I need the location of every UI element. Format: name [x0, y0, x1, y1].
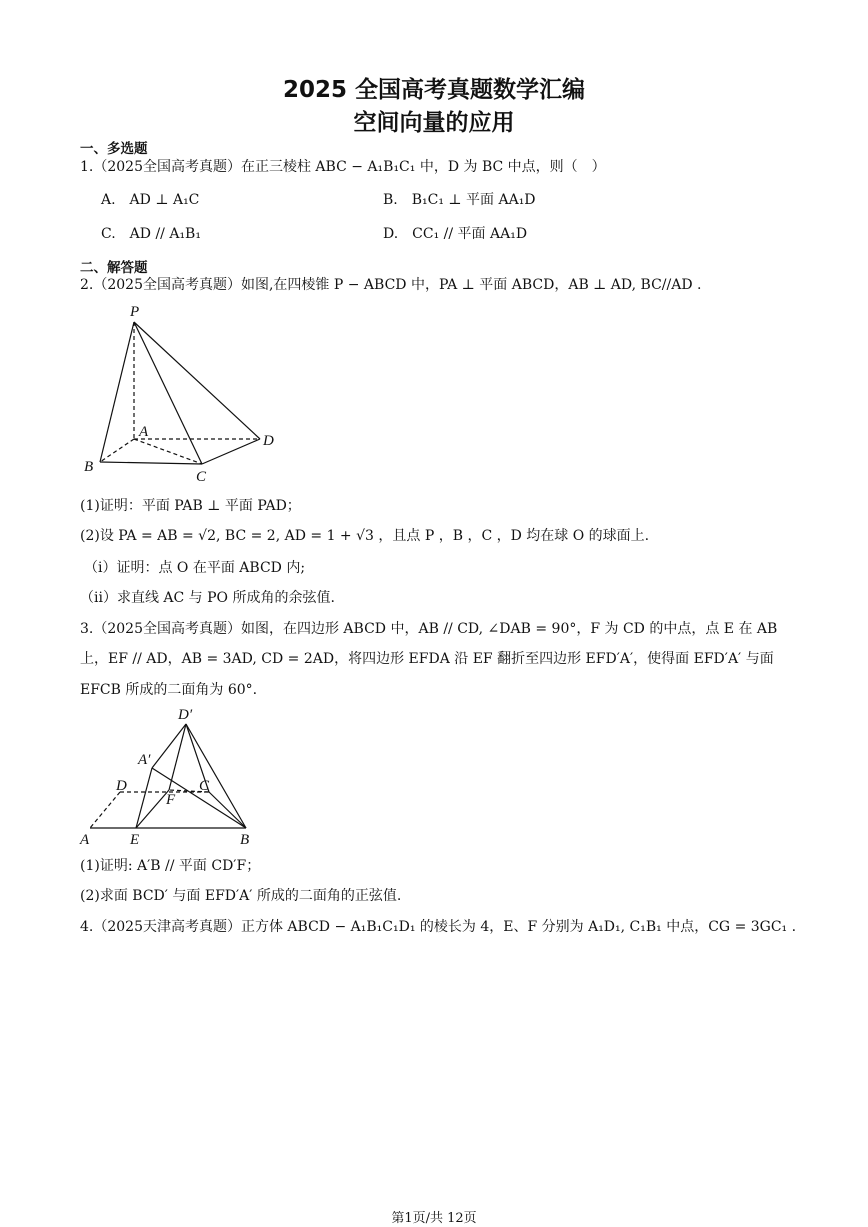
question-3-line-2: 上，EF // AD，AB = 3AD, CD = 2AD，将四边形 EFDA 沿 EF 翻折至四边形 EFD′A′，使得面 EFD′A′ 与面 [80, 651, 774, 667]
question-1-stem: 1.（2025全国高考真题）在正三棱柱 ABC − A₁B₁C₁ 中，D 为 BC 中点，则（ ） [80, 159, 606, 175]
label-d: D [116, 778, 127, 794]
section-heading-multiple-choice: 一、多选题 [80, 141, 148, 157]
edge-pd [134, 322, 260, 439]
edge-d1b [186, 724, 246, 828]
question-2-part-1: (1)证明：平面 PAB ⊥ 平面 PAD； [80, 498, 301, 514]
label-c: C [196, 469, 207, 485]
question-3-part-1: (1)证明: A′B // 平面 CD′F； [80, 858, 261, 874]
question-2-part-2: (2)设 PA = AB = √2, BC = 2, AD = 1 + √3 ，且点 P ，B ，C ，D 均在球 O 的球面上. [80, 528, 650, 544]
label-b: B [84, 459, 94, 475]
question-3-part-2: (2)求面 BCD′ 与面 EFD′A′ 所成的二面角的正弦值. [80, 888, 402, 904]
question-1-option-a: A. AD ⊥ A₁C [101, 192, 200, 208]
label-c: C [199, 778, 210, 794]
label-a-prime: A′ [138, 752, 151, 768]
question-3-line-3: EFCB 所成的二面角为 60°. [80, 682, 258, 698]
label-f: F [166, 792, 176, 808]
question-1-option-c: C. AD // A₁B₁ [101, 226, 201, 242]
question-4-stem: 4.（2025天津高考真题）正方体 ABCD − A₁B₁C₁D₁ 的棱长为 4，E、F 分别为 A₁D₁, C₁B₁ 中点，CG = 3GC₁ . [80, 919, 797, 935]
label-a: A [80, 832, 90, 848]
section-heading-free-response: 二、解答题 [80, 260, 148, 276]
label-d-prime: D′ [178, 707, 193, 723]
edge-d1f [169, 724, 186, 790]
label-d: D [263, 433, 274, 449]
edge-pb [100, 322, 134, 462]
label-a: A [139, 424, 149, 440]
edge-bc [100, 462, 202, 464]
question-2-pyramid-figure [80, 300, 290, 490]
question-1-option-d: D. CC₁ // 平面 AA₁D [383, 226, 528, 242]
question-2-stem: 2.（2025全国高考真题）如图,在四棱锥 P − ABCD 中，PA ⊥ 平面 ABCD，AB ⊥ AD, BC//AD . [80, 277, 702, 293]
page-title: 2025 全国高考真题数学汇编 [282, 77, 586, 103]
page-subtitle: 空间向量的应用 [353, 110, 515, 136]
question-1-option-b: B. B₁C₁ ⊥ 平面 AA₁D [383, 192, 536, 208]
question-2-part-2ii: （ii）求直线 AC 与 PO 所成角的余弦值. [80, 590, 335, 606]
edge-cb [209, 792, 246, 828]
edge-cd [202, 439, 260, 464]
page-number-footer: 第1页/共 12页 [391, 1211, 477, 1226]
label-b: B [240, 832, 250, 848]
edge-da [90, 792, 120, 828]
question-3-line-1: 3.（2025全国高考真题）如图，在四边形 ABCD 中，AB // CD, ∠DAB = 90°，F 为 CD 的中点，点 E 在 AB [80, 621, 778, 637]
question-2-part-2i: （i）证明：点 O 在平面 ABCD 内; [84, 560, 306, 576]
question-3-fold-figure [76, 702, 266, 850]
label-p: P [130, 304, 140, 320]
label-e: E [130, 832, 140, 848]
